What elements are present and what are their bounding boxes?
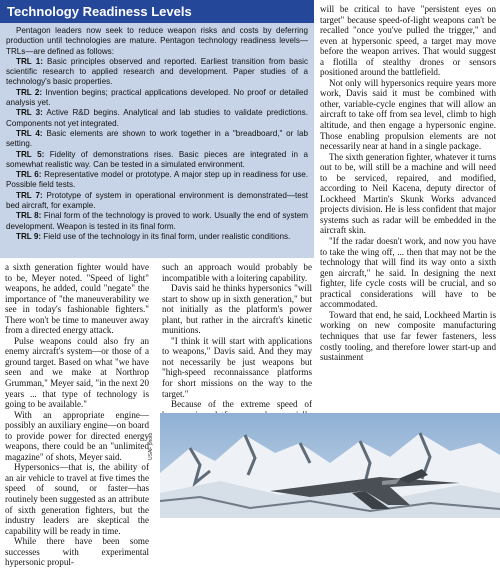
sidebar-body (0, 23, 314, 242)
paragraph: will be critical to have "persistent eyes on target" because speed-of-light weapons can't be recalled "once you've pulled the trigger," and even at hypersonic speed, a target may move before the weapon arrives. That would suggest a flotilla of stealthy drones or sensors positioned around the battlefield. (320, 4, 496, 78)
paragraph: With an appropriate engine—possibly an auxiliary engine—on board to provide power for directed energy weapons, there could be an "unlimited magazine" of shots, Meyer said. (5, 409, 149, 462)
trl-item (6, 211, 308, 232)
trl-item (6, 150, 308, 171)
trl-text: Invention begins; practical applications developed. No proof or detailed analysis yet. (6, 87, 308, 108)
trl-text: Basic elements are shown to work together in a "breadboard," or lab setting. (6, 128, 308, 149)
trl-item (6, 57, 308, 88)
trl-item (6, 108, 308, 129)
sidebar-intro: Pentagon leaders now seek to reduce weapon risks and costs by deferring production until technologies are mature. Pentagon technology readiness levels—TRLs—are defined as follows: (6, 26, 308, 56)
trl-label: TRL 4: (16, 128, 43, 138)
paragraph: Because of the extreme speed of (171, 399, 312, 410)
trl-item (6, 129, 308, 150)
article-column-3 (320, 4, 496, 412)
trl-item (6, 191, 308, 212)
article-column-2 (162, 262, 312, 412)
article-column-1 (5, 262, 149, 568)
trl-text: Field use of the technology in its final form, under realistic conditions. (43, 231, 291, 241)
paragraph: such an approach would probably be incompatible with a loitering capability. (162, 262, 312, 283)
trl-label: TRL 6: (16, 170, 42, 180)
photo-credit: USAF photo (148, 432, 154, 460)
paragraph: a sixth generation fighter would have to be, Meyer noted. "Speed of light" weapons, he added, could "negate" the importance of "the maneuverability we see in today's fashionable fighters." There won't be time to maneuver away from a directed energy attack. (5, 262, 149, 336)
trl-text: Prototype of system in operational environment is demonstrated—test bed aircraft, for example. (6, 190, 308, 211)
mountain-jet-illustration (160, 413, 500, 518)
trl-item (6, 232, 308, 242)
trl-text: Final form of the technology is proved to work. Usually the end of system development. Weapon is tested in its final form. (6, 211, 308, 231)
trl-label: TRL 8: (16, 211, 42, 221)
paragraph: While there have been some successes with experimental hypersonic propul- (5, 536, 149, 568)
trl-sidebar (0, 0, 314, 258)
trl-item (6, 170, 308, 191)
trl-text: Active R&D begins. Analytical and lab studies to validate predictions. Components not yet integrated. (6, 108, 308, 128)
paragraph: "I think it will start with applications to weapons," Davis said. And they may not necessarily be just weapons but "high-speed reconnaissance platforms for short missions on the way to the target." (162, 335, 312, 399)
trl-text: Fidelity of demonstrations rises. Basic pieces are integrated in a somewhat realistic way. Can be tested in a simulated environment. (6, 149, 308, 169)
trl-item (6, 88, 308, 109)
paragraph: The sixth generation fighter, whatever it turns out to be, will still be a machine and will need to be serviced, repaired, and modified, according to Neil Kacena, deputy director of Lockheed Martin's Skunk Works advanced projects division. He is less confident that major systems such as radar will be embedded in the aircraft skin. (320, 151, 496, 236)
trl-label: TRL 5: (16, 149, 45, 159)
paragraph: Not only will hypersonics require years more work, Davis said it must be combined with other, variable-cycle engines that will allow an aircraft to take off from sea level, climb to high altitude, and then engage a hypersonic engine. Those enabling propulsion elements are not necessarily near at hand in a single package. (320, 77, 496, 152)
trl-label: TRL 9: (16, 231, 42, 241)
paragraph: "If the radar doesn't work, and now you have to take the wing off, ... then that may not be the technology that will find its way onto a sixth gen aircraft," he said. In designing the next fighter, life cycle costs will be crucial, and so practical considerations will have to be accommodated. (320, 236, 496, 310)
paragraph: Hypersonics—that is, the ability of an air vehicle to travel at five times the speed of sound, or faster—has routinely been suggested as an attribute of sixth generation fighters, but the industry leaders are skeptical the capability will be ready in time. (5, 462, 149, 536)
paragraph: Toward that end, he said, Lockheed Martin is working on new composite manufacturing techniques that use far fewer fasteners, less costly tooling, and therefore lower start-up and sustainment (320, 309, 496, 363)
fighter-jet-photo (160, 413, 500, 518)
trl-label: TRL 7: (16, 190, 43, 200)
trl-label: TRL 1: (16, 56, 43, 66)
trl-label: TRL 3: (16, 108, 43, 118)
paragraph: Davis said he thinks hypersonics "will start to show up in sixth generation," but not initially as the platform's power plant, but rather in the aircraft's kinetic munitions. (162, 283, 312, 336)
trl-text: Basic principles observed and reported. Earliest transition from basic scientific research to applied research and development. Paper studies of a technology's basic properties. (6, 56, 309, 87)
trl-text: Representative model or prototype. A major step up in readiness for use. Possible field tests. (6, 170, 309, 190)
sidebar-title: Technology Readiness Levels (0, 0, 314, 23)
trl-label: TRL 2: (16, 87, 43, 97)
paragraph: Pulse weapons could also fry an enemy aircraft's system—or those of a ground target. Based on what "we have seen and we make at Northrop Grumman," Meyer said, "in the next 20 years ... that type of technology is going to be available." (5, 335, 149, 410)
